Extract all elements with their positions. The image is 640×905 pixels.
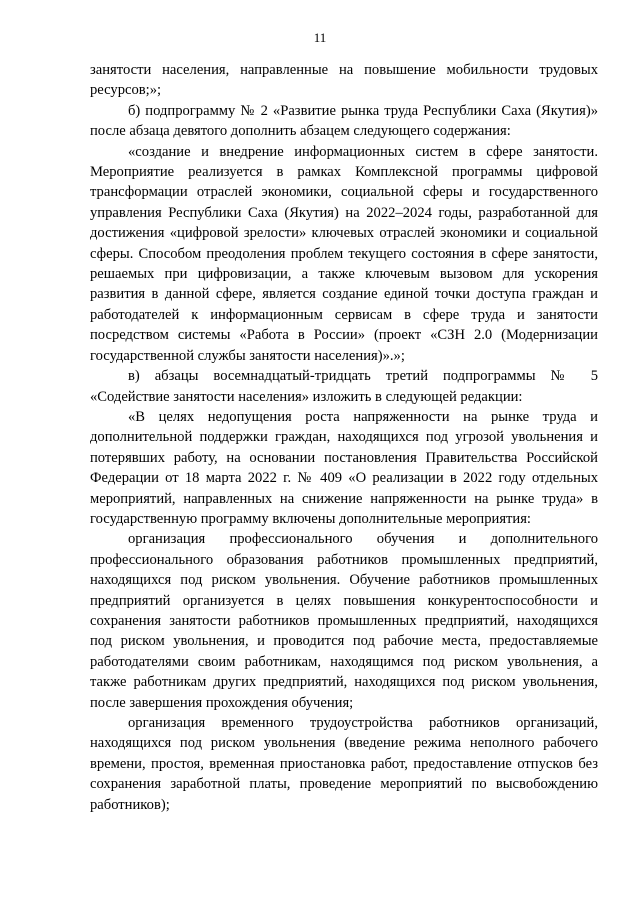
paragraph-continuation: занятости населения, направленные на повышение мобильности трудовых ресурсов;»; [90,62,598,99]
paragraph-labor-market-measures: «В целях недопущения роста напряженности на рынке труда и дополнительной поддержки граждан, находящихся под угрозой увольнения и потерявших работу, на основании постановления Правительства Российской Федерации от 18 марта 2022 г. № 409 «О реализации в 2022 году отдельных мероприятий, направленных на снижение напряженности на рынке труда» в государственную программу включены дополнительные мероприятия: [90,408,598,527]
paragraph-information-systems: «создание и внедрение информационных систем в сфере занятости. Мероприятие реализуется в рамках Комплексной программы цифровой трансформации отраслей экономики, социальной сферы и государственного управления Республики Саха (Якутия) на 2022–2024 годы, разработанной для достижения «цифровой зрелости» ключевых отраслей экономики и социальной сферы. Способом преодоления проблем текущего состояния в сфере занятости, решаемых при цифровизации, а также ключевым вызовом для ускорения развития в данной сфере, является создание единой точки доступа граждан и работодателей к информационным сервисам в сфере труда и занятости посредством системы «Работа в России» (проект «СЗН 2.0 (Модернизации государственной службы занятости населения)».»; [90,143,598,364]
paragraph-temporary-employment: организация временного трудоустройства работников организаций, находящихся под риском увольнения (введение режима неполного рабочего времени, простоя, временная приостановка работ, предоставление отпусков без сохранения заработной платы, проведение мероприятий по высвобождению работников); [90,715,598,813]
document-body [90,60,598,815]
paragraph-professional-training: организация профессионального обучения и дополнительного профессионального образования работников промышленных предприятий, находящихся под риском увольнения. Обучение работников промышленных предприятий организуется в целях повышения конкурентоспособности и сохранения занятости работников промышленных предприятий, находящихся под риском увольнения, и проводится под рабочие места, предоставляемые работодателями своим работникам, находящимся под риском увольнения, а также работникам других предприятий, находящихся под риском увольнения, после завершения прохождения обучения; [90,531,598,711]
page-number: 11 [313,30,327,45]
paragraph-subprogram-5: в) абзацы восемнадцатый-тридцать третий подпрограммы № 5 «Содействие занятости населения» изложить в следующей редакции: [90,368,598,405]
paragraph-subprogram-2: б) подпрограмму № 2 «Развитие рынка труда Республики Саха (Якутия)» после абзаца девятого дополнить абзацем следующего содержания: [90,102,598,140]
